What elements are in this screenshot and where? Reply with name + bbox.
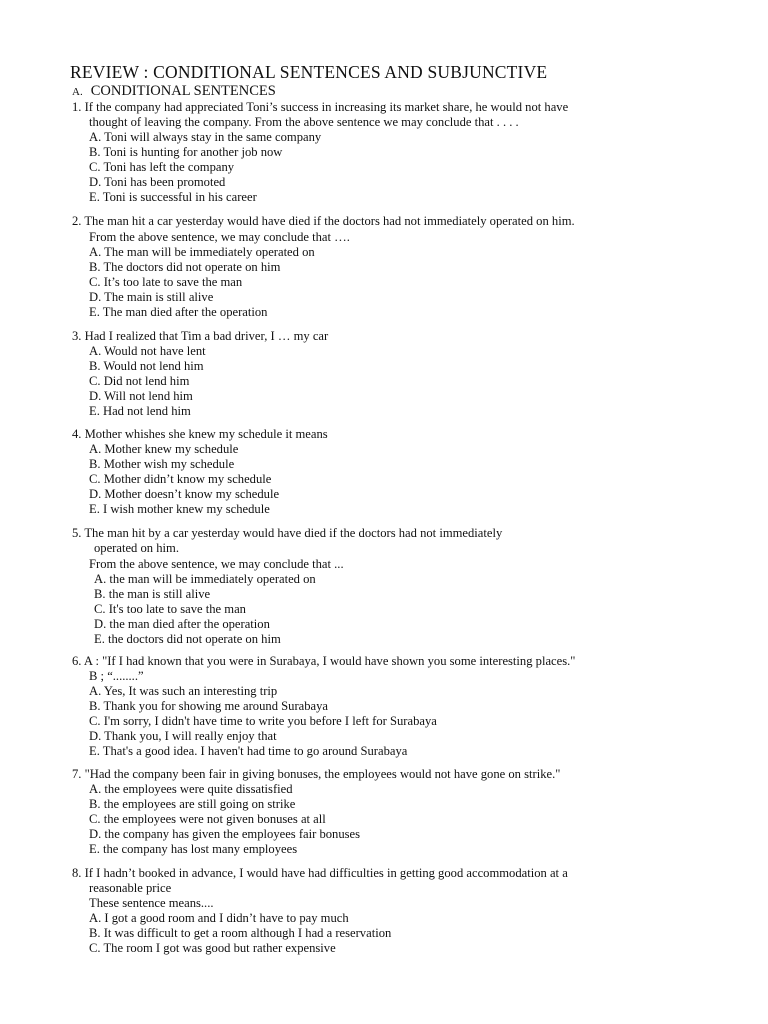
section-title: CONDITIONAL SENTENCES bbox=[90, 83, 276, 99]
answer-option: C. I'm sorry, I didn't have time to write you before I left for Surabaya bbox=[89, 714, 437, 728]
question-text: thought of leaving the company. From the above sentence we may conclude that . . . . bbox=[89, 115, 519, 129]
answer-option: B. Toni is hunting for another job now bbox=[89, 145, 283, 159]
question-text: From the above sentence, we may conclude that …. bbox=[89, 230, 350, 244]
answer-option: E. That's a good idea. I haven't had time to go around Surabaya bbox=[89, 744, 408, 758]
answer-option: C. Toni has left the company bbox=[89, 160, 235, 174]
answer-option: E. the doctors did not operate on him bbox=[94, 632, 281, 646]
answer-option: A. the man will be immediately operated on bbox=[94, 572, 316, 586]
answer-option: D. the man died after the operation bbox=[94, 617, 270, 631]
answer-option: C. the employees were not given bonuses at all bbox=[89, 812, 326, 826]
answer-option: C. Did not lend him bbox=[89, 374, 190, 388]
answer-option: E. Toni is successful in his career bbox=[89, 190, 257, 204]
answer-option: D. The main is still alive bbox=[89, 290, 214, 304]
answer-option: E. I wish mother knew my schedule bbox=[89, 502, 270, 516]
answer-option: A. the employees were quite dissatisfied bbox=[89, 782, 293, 796]
question-text: 4. Mother whishes she knew my schedule it means bbox=[72, 427, 328, 441]
answer-option: B. The doctors did not operate on him bbox=[89, 260, 281, 274]
question-text: B ; “........” bbox=[89, 669, 144, 683]
answer-option: C. It's too late to save the man bbox=[94, 602, 246, 616]
question-text: 2. The man hit a car yesterday would have died if the doctors had not immediately operated on him. bbox=[72, 214, 575, 228]
question-text: 8. If I hadn’t booked in advance, I would have had difficulties in getting good accommodation at a bbox=[72, 866, 568, 880]
answer-option: C. It’s too late to save the man bbox=[89, 275, 243, 289]
question-text: 5. The man hit by a car yesterday would have died if the doctors had not immediately bbox=[72, 526, 503, 540]
question-text: These sentence means.... bbox=[89, 896, 214, 910]
answer-option: A. Toni will always stay in the same company bbox=[89, 130, 322, 144]
question-text: 3. Had I realized that Tim a bad driver, I … my car bbox=[72, 329, 329, 343]
answer-option: D. Thank you, I will really enjoy that bbox=[89, 729, 277, 743]
answer-option: A. Yes, It was such an interesting trip bbox=[89, 684, 278, 698]
question-text: 6. A : "If I had known that you were in Surabaya, I would have shown you some interesting places." bbox=[72, 654, 576, 668]
page-title: REVIEW : CONDITIONAL SENTENCES AND SUBJUNCTIVE bbox=[70, 62, 548, 82]
question-text: operated on him. bbox=[94, 541, 179, 555]
answer-option: B. Mother wish my schedule bbox=[89, 457, 235, 471]
answer-option: D. Mother doesn’t know my schedule bbox=[89, 487, 280, 501]
answer-option: A. Would not have lent bbox=[89, 344, 206, 358]
section-heading bbox=[72, 83, 276, 100]
answer-option: B. It was difficult to get a room although I had a reservation bbox=[89, 926, 392, 940]
answer-option: E. The man died after the operation bbox=[89, 305, 268, 319]
answer-option: C. The room I got was good but rather expensive bbox=[89, 941, 336, 955]
answer-option: B. Would not lend him bbox=[89, 359, 204, 373]
answer-option: B. the employees are still going on strike bbox=[89, 797, 296, 811]
answer-option: D. Toni has been promoted bbox=[89, 175, 226, 189]
answer-option: C. Mother didn’t know my schedule bbox=[89, 472, 272, 486]
answer-option: D. the company has given the employees fair bonuses bbox=[89, 827, 361, 841]
answer-option: A. I got a good room and I didn’t have to pay much bbox=[89, 911, 349, 925]
answer-option: A. The man will be immediately operated on bbox=[89, 245, 315, 259]
question-text: From the above sentence, we may conclude that ... bbox=[89, 557, 344, 571]
answer-option: E. the company has lost many employees bbox=[89, 842, 298, 856]
question-text: 7. "Had the company been fair in giving bonuses, the employees would not have gone on strike." bbox=[72, 767, 561, 781]
answer-option: A. Mother knew my schedule bbox=[89, 442, 239, 456]
question-text: reasonable price bbox=[89, 881, 172, 895]
question-text: 1. If the company had appreciated Toni’s success in increasing its market share, he would not have bbox=[72, 100, 569, 114]
section-letter: A. bbox=[72, 86, 83, 98]
answer-option: B. the man is still alive bbox=[94, 587, 211, 601]
answer-option: B. Thank you for showing me around Surabaya bbox=[89, 699, 329, 713]
answer-option: D. Will not lend him bbox=[89, 389, 193, 403]
answer-option: E. Had not lend him bbox=[89, 404, 191, 418]
